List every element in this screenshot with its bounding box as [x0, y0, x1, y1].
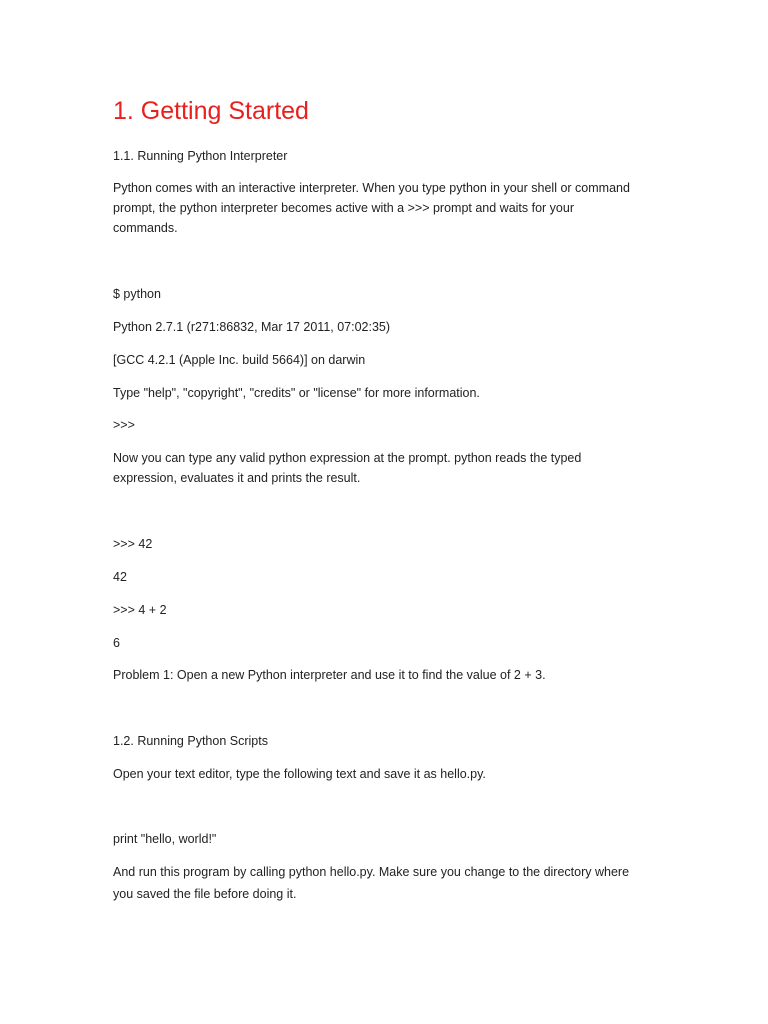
code-line: $ python	[113, 287, 161, 301]
section-heading: 1.2. Running Python Scripts	[113, 734, 268, 748]
code-line: 6	[113, 636, 120, 650]
code-line: 42	[113, 570, 127, 584]
paragraph-line: commands.	[113, 221, 178, 235]
chapter-heading: 1. Getting Started	[113, 97, 309, 125]
paragraph-line: prompt, the python interpreter becomes active with a >>> prompt and waits for your	[113, 201, 574, 215]
paragraph-line: Now you can type any valid python expression at the prompt. python reads the typed	[113, 451, 582, 465]
paragraph-line: you saved the file before doing it.	[113, 887, 297, 901]
code-line: print "hello, world!"	[113, 832, 217, 846]
problem-text: Problem 1: Open a new Python interpreter and use it to find the value of 2 + 3.	[113, 668, 546, 682]
code-line: Python 2.7.1 (r271:86832, Mar 17 2011, 07:02:35)	[113, 320, 391, 334]
code-line: >>> 4 + 2	[113, 603, 167, 617]
section-heading: 1.1. Running Python Interpreter	[113, 149, 288, 163]
code-line: [GCC 4.2.1 (Apple Inc. build 5664)] on darwin	[113, 353, 366, 367]
paragraph-line: And run this program by calling python hello.py. Make sure you change to the directory where	[113, 865, 630, 879]
paragraph-line: Python comes with an interactive interpreter. When you type python in your shell or command	[113, 181, 630, 195]
code-line: >>> 42	[113, 537, 153, 551]
paragraph-line: Open your text editor, type the following text and save it as hello.py.	[113, 767, 486, 781]
code-line: >>>	[113, 418, 135, 432]
code-line: Type "help", "copyright", "credits" or "license" for more information.	[113, 386, 480, 400]
paragraph-line: expression, evaluates it and prints the result.	[113, 471, 361, 485]
